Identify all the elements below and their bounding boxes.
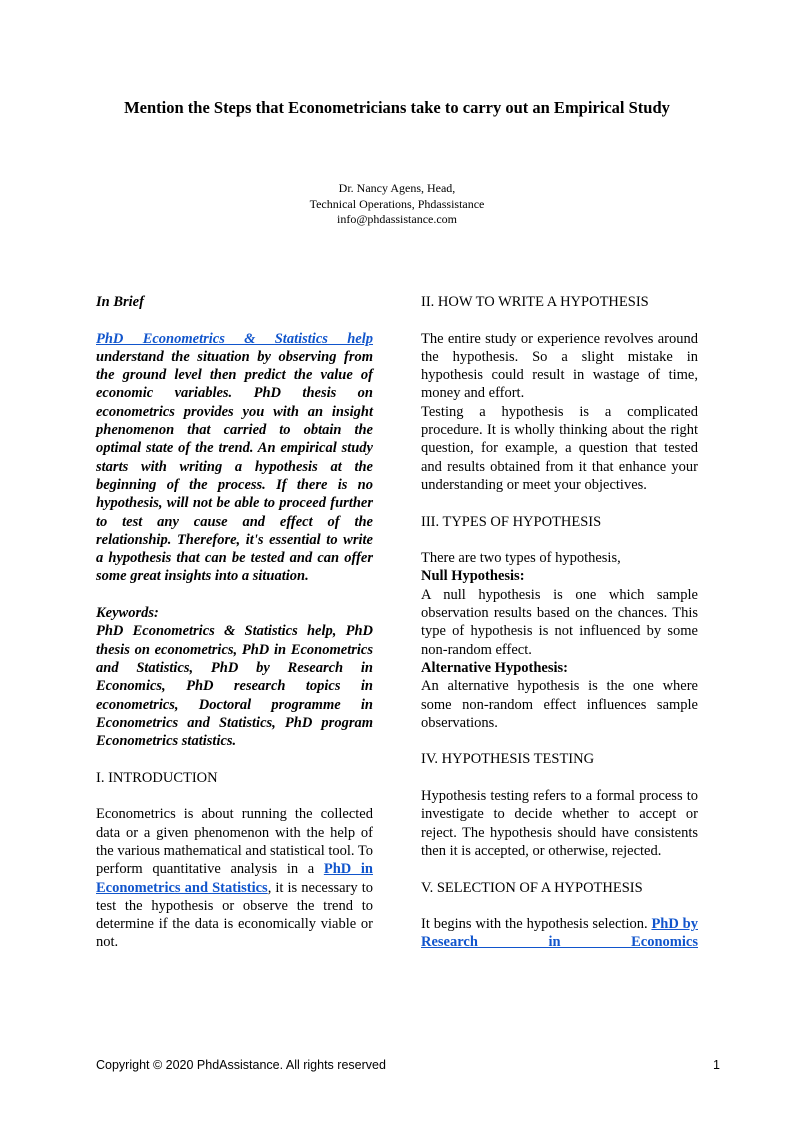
section5-heading: V. SELECTION OF A HYPOTHESIS <box>421 879 643 896</box>
section4-paragraph: Hypothesis testing refers to a formal process to investigate to decide whether to accept or reject. The hypothesis should have consistents then it is accepted, or otherwise, rejected. <box>421 788 698 859</box>
null-hypothesis-text: A null hypothesis is one which sample observation results based on the chances. This type of hypothesis is not influenced by some non-random effect. <box>421 586 698 658</box>
left-column <box>96 293 373 952</box>
author-email: info@phdassistance.com <box>336 212 458 226</box>
page-footer <box>96 1058 720 1072</box>
author-affiliation: Technical Operations, Phdassistance <box>309 196 485 211</box>
alternative-hypothesis-label: Alternative Hypothesis: <box>421 659 568 676</box>
introduction-paragraph <box>96 805 373 951</box>
author-name: Dr. Nancy Agens, Head, <box>338 181 456 195</box>
brief-text: understand the situation by observing from the ground level then predict the value of economic variables. PhD thesis on econometrics provides you with an insight phenomenon that carried to obtain the optimal state of the trend. An empirical study starts with writing a hypothesis at the beginning of the process. If there is no hypothesis, will not be able to proceed further to test any cause and effect of the relationship. Therefore, it's essential to write a hypothesis that can be tested and can offer some great insights into a situation. <box>96 348 373 585</box>
alternative-hypothesis-text: An alternative hypothesis is the one where some non-random effect influences sample observations. <box>421 678 698 731</box>
null-hypothesis-label: Null Hypothesis: <box>421 568 525 585</box>
section2-paragraph-1: The entire study or experience revolves around the hypothesis. So a slight mistake in hypothesis could result in wastage of time, money and effort. <box>421 330 698 402</box>
section2-heading: II. HOW TO WRITE A HYPOTHESIS <box>421 294 649 310</box>
keywords-text: PhD Econometrics & Statistics help, PhD thesis on econometrics, PhD in Econometrics and Statistics, PhD by Research in Economics, PhD research topics in econometrics, Doctoral programme in Econometrics and Statistics, PhD program Econometrics statistics. <box>96 623 373 750</box>
section2-paragraph-2: Testing a hypothesis is a complicated procedure. It is wholly thinking about the right question, for example, a question that tested and results obtained from it that enhance your understanding or meet your objectives. <box>421 403 698 493</box>
paper-title: Mention the Steps that Econometricians take to carry out an Empirical Study <box>124 98 670 117</box>
author-block <box>96 181 698 228</box>
introduction-heading: I. INTRODUCTION <box>96 769 218 786</box>
page-number: 1 <box>713 1058 720 1072</box>
brief-heading: In Brief <box>96 294 144 310</box>
research-economics-link[interactable]: PhD by Research in Economics <box>421 916 698 951</box>
section5-text: It begins with the hypothesis selection. <box>421 916 652 933</box>
section5-paragraph <box>421 915 698 952</box>
section3-intro: There are two types of hypothesis, <box>421 550 621 567</box>
intro-text-1: Econometrics is about running the collected data or a given phenomenon with the help of the various mathematical and statistical tool. To perform quantitative analysis in a <box>96 806 373 878</box>
intro-text-2: , it is necessary to test the hypothesis or observe the trend to determine if the data is economically viable or not. <box>96 879 373 951</box>
brief-paragraph <box>96 330 373 586</box>
keywords-heading: Keywords: <box>96 605 159 622</box>
copyright-text: Copyright © 2020 PhdAssistance. All rights reserved <box>96 1058 386 1072</box>
section3-heading: III. TYPES OF HYPOTHESIS <box>421 513 602 530</box>
right-column <box>421 293 698 952</box>
section4-heading: IV. HYPOTHESIS TESTING <box>421 751 595 768</box>
econometrics-help-link[interactable]: PhD Econometrics & Statistics help <box>96 330 373 347</box>
phd-econometrics-link[interactable]: PhD in Econometrics and Statistics <box>96 861 373 896</box>
